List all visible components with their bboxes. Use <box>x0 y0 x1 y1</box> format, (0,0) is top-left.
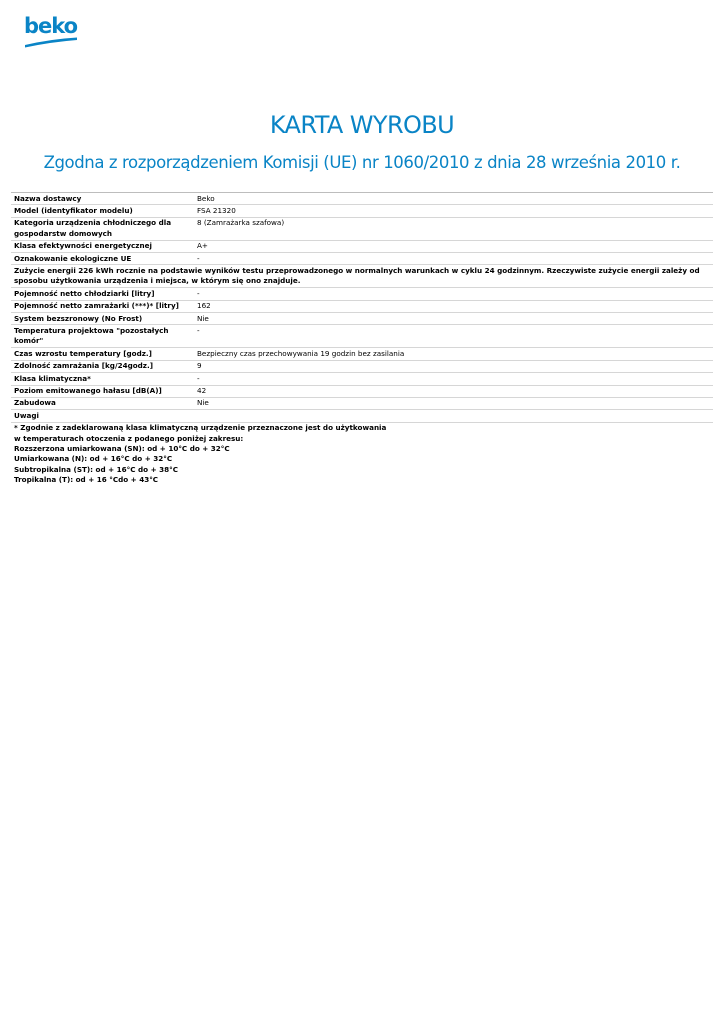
table-row <box>11 288 713 300</box>
table-row <box>11 217 713 240</box>
row-label: Temperatura projektowa "pozostałych komór" <box>11 325 194 348</box>
page-title: KARTA WYROBU <box>269 111 455 139</box>
row-label: Poziom emitowanego hałasu [dB(A)] <box>11 385 194 397</box>
table-row <box>11 373 713 385</box>
table-row <box>11 348 713 360</box>
row-label: Klasa efektywności energetycznej <box>11 240 194 252</box>
logo-swoosh-icon <box>24 36 78 48</box>
climate-note-line: * Zgodnie z zadeklarowaną klasa klimatyczną urządzenie przeznaczone jest do użytkowania <box>14 423 387 433</box>
row-label: System bezszronowy (No Frost) <box>11 313 194 325</box>
climate-notes-row <box>11 422 713 486</box>
row-value: Nie <box>194 397 713 409</box>
beko-logo <box>24 14 78 48</box>
climate-class-notes <box>11 422 713 486</box>
row-value: A+ <box>194 240 713 252</box>
row-label: Klasa klimatyczna* <box>11 373 194 385</box>
row-value: - <box>194 373 713 385</box>
row-label: Zabudowa <box>11 397 194 409</box>
table-row <box>11 313 713 325</box>
row-value: - <box>194 253 713 265</box>
row-value: Nie <box>194 313 713 325</box>
row-label: Nazwa dostawcy <box>11 193 194 205</box>
energy-consumption-note: Zużycie energii 226 kWh rocznie na podstawie wyników testu przeprowadzonego w normalnych warunkach w cyklu 24 godzinnym. Rzeczywiste zużycie energii zależy od sposobu użytkowania urządzenia i miejsca, w którym się ono znajduje. <box>11 265 713 288</box>
table-row <box>11 193 713 205</box>
climate-note-line: Subtropikalna (ST): od + 16°C do + 38°C <box>14 464 179 474</box>
row-label: Pojemność netto chłodziarki [litry] <box>11 288 194 300</box>
climate-note-line: w temperaturach otoczenia z podanego poniżej zakresu: <box>14 433 244 443</box>
row-value: Beko <box>194 193 713 205</box>
remarks-row <box>11 410 713 422</box>
row-label: Model (identyfikator modelu) <box>11 205 194 217</box>
table-row <box>11 385 713 397</box>
row-value: 9 <box>194 360 713 372</box>
row-value: FSA 21320 <box>194 205 713 217</box>
energy-note-row <box>11 265 713 288</box>
logo-text: beko <box>24 14 78 38</box>
row-label: Oznakowanie ekologiczne UE <box>11 253 194 265</box>
row-label: Zdolność zamrażania [kg/24godz.] <box>11 360 194 372</box>
table-row <box>11 300 713 312</box>
row-value: 42 <box>194 385 713 397</box>
row-value: - <box>194 325 713 348</box>
product-spec-table <box>11 192 713 486</box>
table-row <box>11 397 713 409</box>
row-value: 162 <box>194 300 713 312</box>
row-label: Czas wzrostu temperatury [godz.] <box>11 348 194 360</box>
climate-note-line: Umiarkowana (N): od + 16°C do + 32°C <box>14 454 173 464</box>
table-row <box>11 240 713 252</box>
row-label: Kategoria urządzenia chłodniczego dla gospodarstw domowych <box>11 217 194 240</box>
climate-note-line: Tropikalna (T): od + 16 °Cdo + 43°C <box>14 475 159 485</box>
table-row <box>11 360 713 372</box>
climate-note-line: Rozszerzona umiarkowana (SN): od + 10°C do + 32°C <box>14 444 230 454</box>
table-row <box>11 325 713 348</box>
table-row <box>11 205 713 217</box>
row-value: - <box>194 288 713 300</box>
table-row <box>11 253 713 265</box>
remarks-label: Uwagi <box>11 410 713 422</box>
row-label: Pojemność netto zamrażarki (***)* [litry] <box>11 300 194 312</box>
row-value: Bezpieczny czas przechowywania 19 godzin bez zasilania <box>194 348 713 360</box>
page-subtitle: Zgodna z rozporządzeniem Komisji (UE) nr 1060/2010 z dnia 28 września 2010 r. <box>43 153 681 172</box>
row-value: 8 (Zamrażarka szafowa) <box>194 217 713 240</box>
